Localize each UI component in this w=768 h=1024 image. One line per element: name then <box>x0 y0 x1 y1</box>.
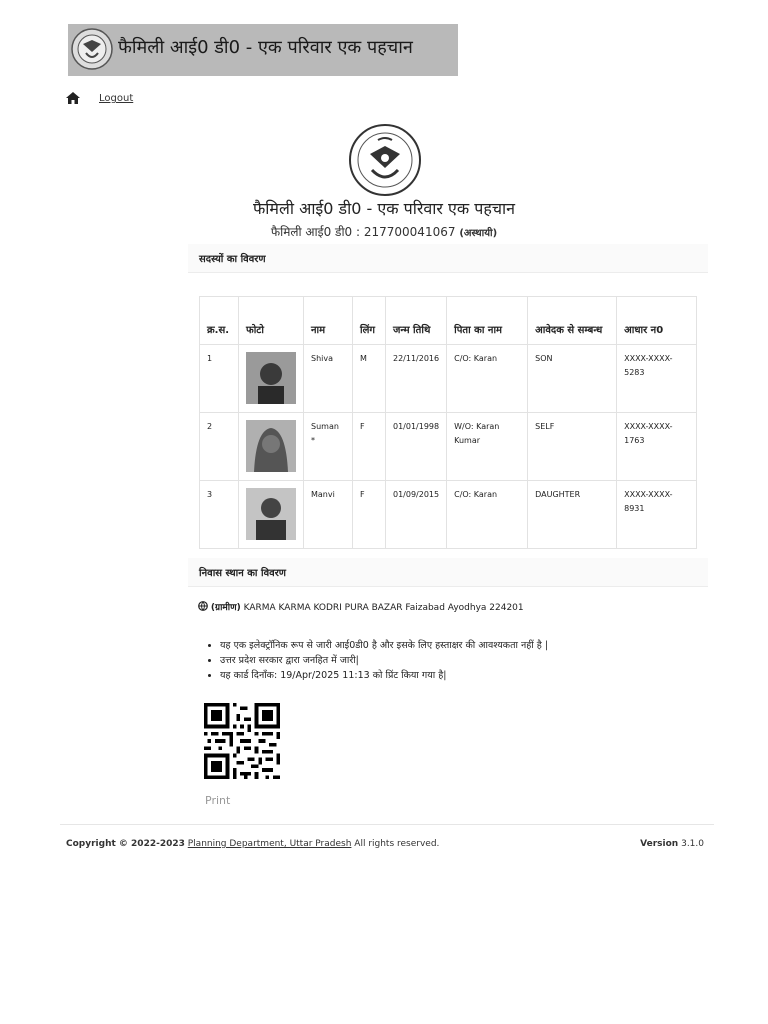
note-item: • यह कार्ड दिनाँक: 19/Apr/2025 11:13 को प्रिंट किया गया है| <box>220 668 548 683</box>
dob-cell: 22/11/2016 <box>386 345 447 413</box>
footer-version <box>640 839 704 849</box>
members-section-title: सदस्यों का विवरण <box>199 254 266 265</box>
table-row <box>200 481 697 549</box>
col-gender: लिंग <box>353 297 386 345</box>
copyright-prefix: Copyright © 2022-2023 <box>66 839 185 849</box>
member-photo <box>246 420 296 472</box>
page-title: फैमिली आई0 डी0 - एक परिवार एक पहचान <box>252 199 516 218</box>
gender-cell: F <box>353 413 386 481</box>
home-icon[interactable] <box>66 92 80 104</box>
serial-cell: 3 <box>200 481 239 549</box>
table-row <box>200 345 697 413</box>
qr-code <box>204 703 280 779</box>
header-banner <box>68 24 458 76</box>
serial-cell: 2 <box>200 413 239 481</box>
col-photo: फोटो <box>239 297 304 345</box>
name-cell: Shiva <box>304 345 353 413</box>
aadhaar-cell: XXXX-XXXX-1763 <box>617 413 697 481</box>
globe-icon <box>198 601 208 611</box>
aadhaar-cell: XXXX-XXXX-5283 <box>617 345 697 413</box>
family-id-line <box>0 223 768 240</box>
father-cell: C/O: Karan <box>447 481 528 549</box>
photo-cell <box>239 481 304 549</box>
member-photo <box>246 352 296 404</box>
relation-cell: DAUGHTER <box>528 481 617 549</box>
residence-section-title: निवास स्थान का विवरण <box>199 568 287 579</box>
banner-title: फैमिली आई0 डी0 - एक परिवार एक पहचान <box>118 37 413 58</box>
gender-cell: M <box>353 345 386 413</box>
notes-list <box>206 638 548 683</box>
family-id-status: (अस्थायी) <box>459 228 498 239</box>
table-row <box>200 413 697 481</box>
table-header-row <box>200 297 697 345</box>
footer-divider <box>60 824 714 825</box>
note-item: • उत्तर प्रदेश सरकार द्वारा जनहित में जारी| <box>220 653 548 668</box>
dob-cell: 01/01/1998 <box>386 413 447 481</box>
dob-cell: 01/09/2015 <box>386 481 447 549</box>
serial-cell: 1 <box>200 345 239 413</box>
photo-cell <box>239 413 304 481</box>
name-cell: Suman * <box>304 413 353 481</box>
photo-cell <box>239 345 304 413</box>
version-value: 3.1.0 <box>681 839 704 849</box>
planning-department-link[interactable]: Planning Department, Uttar Pradesh <box>187 839 352 849</box>
address-line <box>198 600 524 613</box>
residence-section-header <box>188 558 708 587</box>
aadhaar-cell: XXXX-XXXX-8931 <box>617 481 697 549</box>
rights-text: All rights reserved. <box>354 839 440 849</box>
col-father: पिता का नाम <box>447 297 528 345</box>
col-aadhaar: आधार न0 <box>617 297 697 345</box>
address-text: KARMA KARMA KODRI PURA BAZAR Faizabad Ayodhya 224201 <box>243 603 524 613</box>
family-id: फैमिली आई0 डी0 : 217700041067 <box>270 225 456 239</box>
col-serial: क्र.स. <box>200 297 239 345</box>
up-government-seal-icon <box>348 122 422 198</box>
members-table <box>199 296 697 549</box>
member-photo <box>246 488 296 540</box>
col-relation: आवेदक से सम्बन्ध <box>528 297 617 345</box>
print-button[interactable]: Print <box>205 794 231 807</box>
relation-cell: SON <box>528 345 617 413</box>
members-section-header <box>188 244 708 273</box>
logout-link[interactable]: Logout <box>99 93 134 104</box>
up-government-emblem-icon <box>71 28 113 70</box>
col-name: नाम <box>304 297 353 345</box>
note-item: • यह एक इलेक्ट्रॉनिक रूप से जारी आई0डी0 है और इसके लिए हस्ताक्षर की आवश्यकता नहीं है | <box>220 638 548 653</box>
relation-cell: SELF <box>528 413 617 481</box>
footer-copyright <box>66 839 439 849</box>
name-cell: Manvi <box>304 481 353 549</box>
version-label: Version <box>640 839 679 849</box>
father-cell: W/O: Karan Kumar <box>447 413 528 481</box>
col-dob: जन्म तिथि <box>386 297 447 345</box>
gender-cell: F <box>353 481 386 549</box>
father-cell: C/O: Karan <box>447 345 528 413</box>
area-type: (ग्रामीण) <box>210 603 241 613</box>
